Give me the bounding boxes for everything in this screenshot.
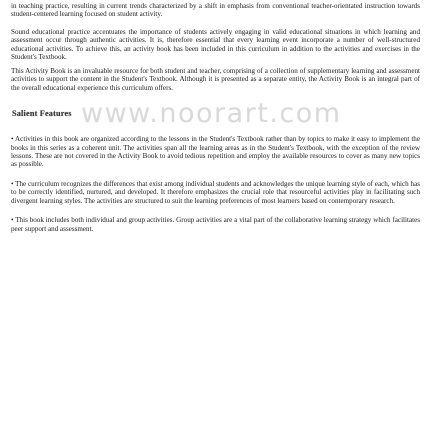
bullet-item: • The curriculum recognizes the differences that exist among individual students and acknowledges the unique learning style of each, which has to be correctly identified, nurtured, and developed. It therefore emphasizes the crucial role that resourceful activities play in facilitating such divergent learning styles. The activities are structured to suit the learning preferences of most learners based on contemporary research. [11, 179, 420, 205]
bullet-item: • Activities in this book are organized according to the lessons in the Student's Textbook rather than by topics to make it easy to implement the books in this series as a coherent unit. The activities span all the learning areas as in the Student's Textbook, with the exception of the review lessons. These are not covered in the Activity Book to avoid tedious repetition and employ the available resources to cover as many new topics as possible. [11, 135, 420, 169]
bullet-item: • This book includes both individual and group activities. Group activities are a vital part of the collaborative learning strategy which facilitates peer support and assessment. [11, 216, 420, 233]
section-heading: Salient Features [12, 109, 72, 119]
watermark-text: www.noorart.com [81, 98, 342, 130]
body-paragraph: This Activity Book is an invaluable resource for both student and teacher, comprising of a collection of supplementary learning and assessment activities to support the content in the Student's Textbook. Although it is presented as a separate entity, the Activity Book is an integral part of the overall educational experience this curriculum offers. [11, 66, 420, 92]
section-header-row [11, 100, 420, 128]
body-paragraph: Sound educational practice accentuates the importance of students actively engaging in valid educational situations in which learning and assessment occur through authentic activities. It is, therefore essential that every learning event incorporate a number of well-structured educational activities. To achieve this, an activity book has been included in this curriculum in addition to the activities and exercises in the Student's Textbook. [11, 27, 420, 62]
intro-paragraph: in teaching practice, resulting in current trends characterized by a shift in emphasis from conventional teacher-orientated instruction towards student-centered learning focused on student activity. [11, 2, 420, 19]
document-page [11, 2, 420, 233]
